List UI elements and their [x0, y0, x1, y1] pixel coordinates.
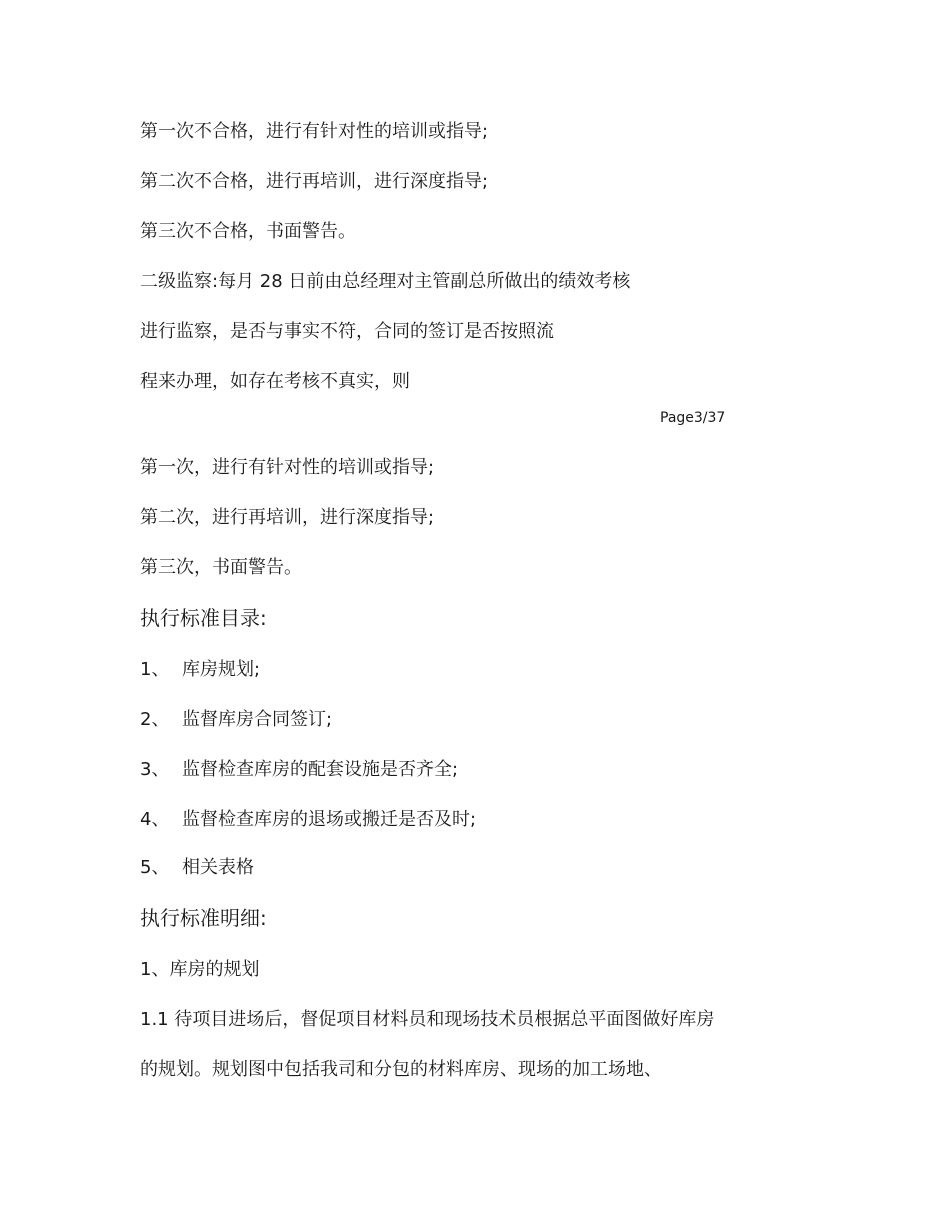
toc-item — [140, 708, 332, 732]
toc-item — [140, 658, 260, 682]
toc-item-number: 3、 — [140, 759, 170, 780]
toc-item-number: 1、 — [140, 659, 170, 680]
toc-heading: 执行标准目录: — [140, 606, 267, 630]
paragraph-line: 第一次，进行有针对性的培训或指导; — [140, 457, 435, 478]
paragraph-line: 程来办理，如存在考核不真实，则 — [140, 371, 410, 392]
detail-line: 1、库房的规划 — [140, 959, 260, 980]
toc-item — [140, 808, 476, 832]
toc-item — [140, 758, 458, 782]
paragraph-line: 第二次，进行再培训，进行深度指导; — [140, 507, 435, 528]
toc-item-text: 相关表格 — [182, 857, 254, 878]
paragraph-line: 第三次不合格，书面警告。 — [140, 221, 356, 242]
toc-item — [140, 856, 254, 880]
toc-item-text: 监督检查库房的退场或搬迁是否及时; — [182, 809, 477, 830]
paragraph-line: 二级监察:每月 28 日前由总经理对主管副总所做出的绩效考核 — [140, 271, 631, 292]
detail-line: 1.1 待项目进场后，督促项目材料员和现场技术员根据总平面图做好库房 — [140, 1009, 715, 1030]
paragraph-line: 第二次不合格，进行再培训，进行深度指导; — [140, 171, 489, 192]
paragraph-line: 进行监察，是否与事实不符，合同的签订是否按照流 — [140, 321, 554, 342]
toc-item-number: 2、 — [140, 709, 170, 730]
toc-item-text: 库房规划; — [182, 659, 261, 680]
toc-item-text: 监督库房合同签订; — [182, 709, 333, 730]
toc-item-text: 监督检查库房的配套设施是否齐全; — [182, 759, 459, 780]
toc-item-number: 5、 — [140, 857, 170, 878]
page-number: Page3/37 — [660, 410, 726, 426]
detail-heading: 执行标准明细: — [140, 906, 267, 930]
toc-item-number: 4、 — [140, 809, 170, 830]
paragraph-line: 第一次不合格，进行有针对性的培训或指导; — [140, 121, 489, 142]
detail-line: 的规划。规划图中包括我司和分包的材料库房、现场的加工场地、 — [140, 1059, 662, 1080]
paragraph-line: 第三次，书面警告。 — [140, 557, 302, 578]
